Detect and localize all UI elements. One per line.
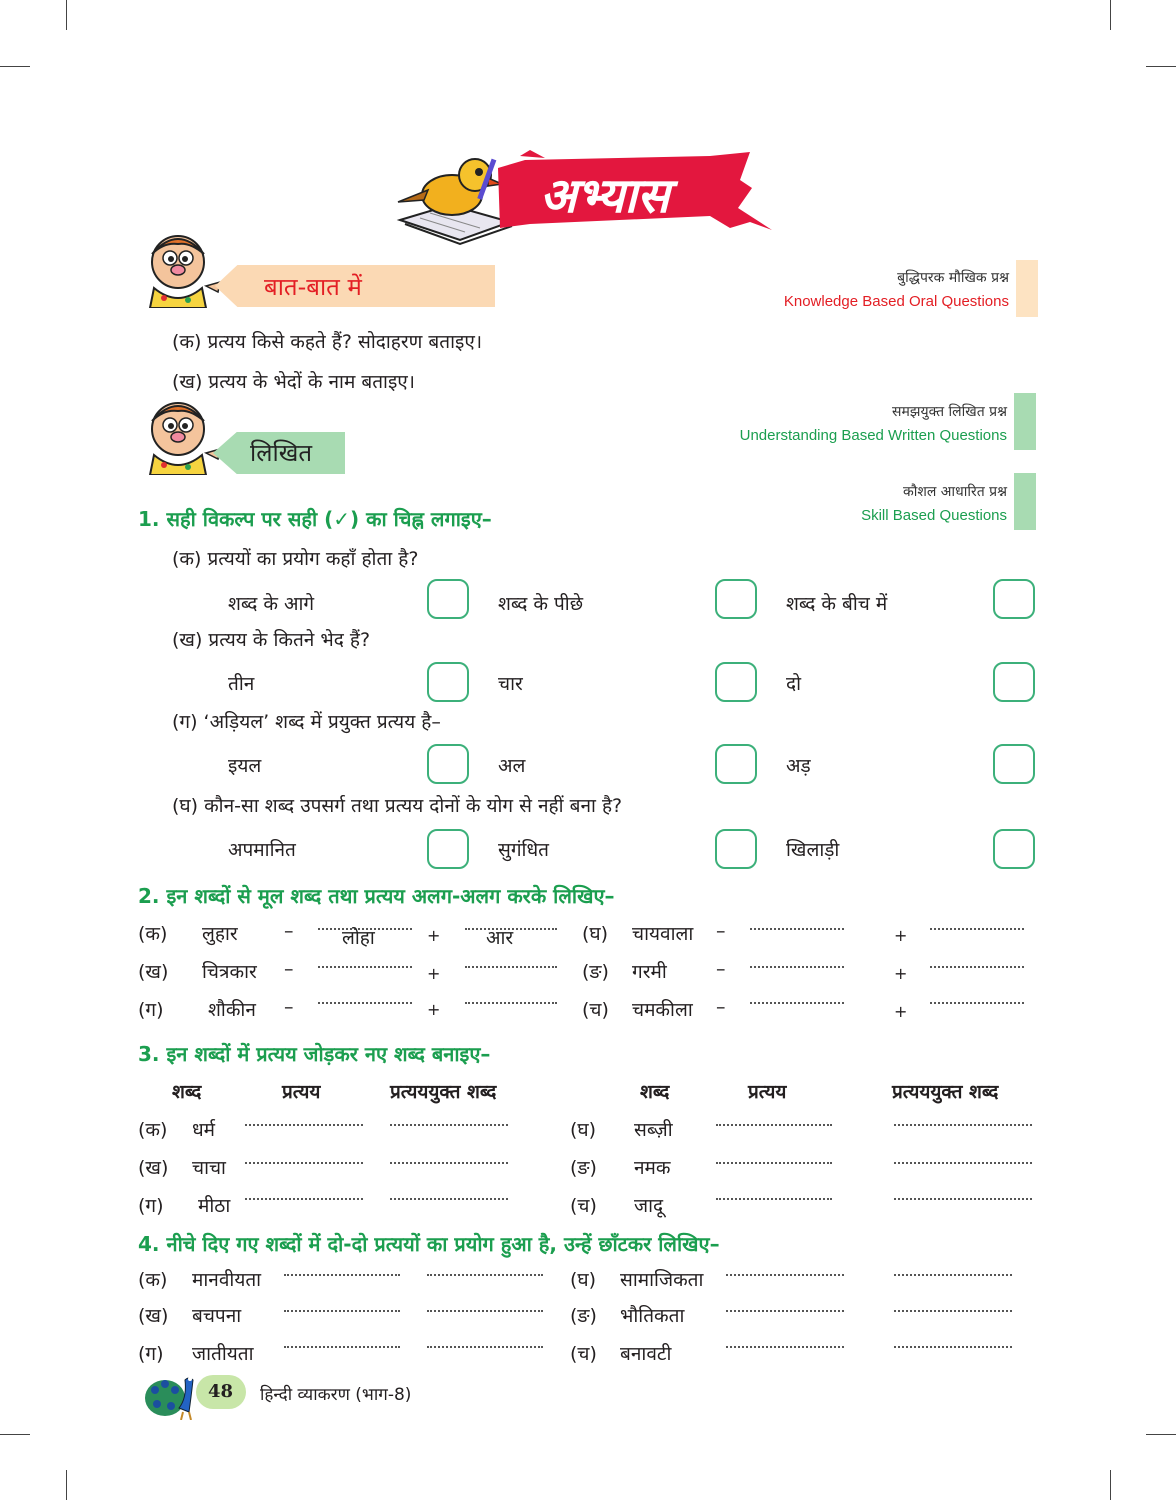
q1-option: अपमानित: [228, 839, 296, 861]
boy-mascot-icon: [140, 228, 230, 308]
answer-blank[interactable]: [390, 1124, 508, 1126]
q4-item-mark: (घ): [570, 1269, 597, 1291]
oral-tag-english: Knowledge Based Oral Questions: [783, 293, 1009, 310]
page-number: 48: [208, 1381, 234, 1402]
q1-heading: 1. सही विकल्प पर सही (✓) का चिह्न लगाइए–: [138, 507, 492, 531]
plus-sign: +: [427, 964, 441, 983]
written-tag-hindi: समझयुक्त लिखित प्रश्न: [892, 404, 1007, 420]
q4-item-mark: (ग): [138, 1343, 164, 1365]
q1-question: (क) प्रत्ययों का प्रयोग कहाँ होता है?: [172, 548, 419, 570]
q2-item-mark: (घ): [582, 923, 609, 945]
q2-item-word: चायवाला: [632, 923, 694, 945]
answer-blank[interactable]: [930, 1002, 1024, 1004]
q1-option: सुगंधित: [498, 839, 549, 861]
column-header: शब्द: [172, 1081, 202, 1103]
answer-checkbox[interactable]: [993, 744, 1035, 784]
q3-item-word: सब्ज़ी: [634, 1119, 673, 1141]
crop-mark: [1110, 0, 1111, 30]
answer-checkbox[interactable]: [715, 579, 757, 619]
answer-checkbox[interactable]: [427, 744, 469, 784]
q2-item-word: चित्रकार: [202, 961, 257, 983]
q1-question: (ग) ‘अड़ियल’ शब्द में प्रयुक्त प्रत्यय है–: [172, 711, 441, 733]
q3-item-word: धर्म: [192, 1119, 216, 1141]
dash: –: [716, 996, 726, 1018]
peacock-icon: [143, 1368, 203, 1420]
q2-heading: 2. इन शब्दों से मूल शब्द तथा प्रत्यय अलग-अलग करके लिखिए–: [138, 884, 615, 908]
answer-blank[interactable]: [716, 1198, 832, 1200]
q3-item-mark: (ङ): [570, 1157, 597, 1179]
q4-item-word: बचपना: [192, 1305, 242, 1327]
answer-checkbox[interactable]: [427, 829, 469, 869]
answer-blank[interactable]: [318, 1002, 412, 1004]
crop-mark: [1146, 1434, 1176, 1435]
plus-sign: +: [894, 1002, 908, 1021]
q2-item-word: गरमी: [632, 961, 667, 983]
answer-blank[interactable]: [465, 1002, 557, 1004]
oral-tag-hindi: बुद्धिपरक मौखिक प्रश्न: [897, 270, 1009, 286]
q4-item-mark: (क): [138, 1269, 168, 1291]
answer-blank[interactable]: [427, 1274, 543, 1276]
answer-blank[interactable]: [465, 966, 557, 968]
skill-tag-english: Skill Based Questions: [861, 507, 1007, 524]
q1-option: दो: [786, 673, 802, 695]
q4-item-mark: (ख): [138, 1305, 169, 1327]
answer-blank[interactable]: [390, 1162, 508, 1164]
dash: –: [716, 920, 726, 942]
q2-item-word: लुहार: [202, 923, 238, 945]
q2-item-mark: (ख): [138, 961, 169, 983]
q3-item-word: जादू: [634, 1195, 664, 1217]
crop-mark: [66, 0, 67, 30]
q1-option: इयल: [228, 755, 262, 777]
plus-sign: +: [894, 926, 908, 945]
q3-item-mark: (घ): [570, 1119, 597, 1141]
answer-blank[interactable]: [750, 1002, 844, 1004]
q1-option: खिलाड़ी: [786, 839, 840, 861]
oral-question: (क) प्रत्यय किसे कहते हैं? सोदाहरण बताइए।: [172, 331, 483, 353]
q1-option: अड़: [786, 755, 811, 777]
answer-blank[interactable]: [894, 1274, 1012, 1276]
oral-tag-bar: [1016, 260, 1038, 317]
q2-item-mark: (क): [138, 923, 168, 945]
crop-mark: [0, 1434, 30, 1435]
column-header: प्रत्यय: [282, 1081, 321, 1103]
dash: –: [284, 920, 294, 942]
exercise-header: [380, 150, 800, 250]
answer-blank[interactable]: [750, 966, 844, 968]
q3-item-word: मीठा: [198, 1195, 231, 1217]
q3-item-mark: (ग): [138, 1195, 164, 1217]
book-title: हिन्दी व्याकरण (भाग-8): [260, 1385, 412, 1405]
q2-item-word: चमकीला: [632, 999, 693, 1021]
q4-item-word: जातीयता: [192, 1343, 254, 1365]
answer-blank[interactable]: [284, 1346, 400, 1348]
column-header: शब्द: [640, 1081, 670, 1103]
boy-mascot-icon: [140, 395, 230, 475]
q4-item-word: भौतिकता: [620, 1305, 685, 1327]
answer-blank[interactable]: [284, 1310, 400, 1312]
answer-blank[interactable]: [894, 1346, 1012, 1348]
oral-section-label: बात-बात में: [264, 273, 362, 301]
answer-blank[interactable]: [427, 1310, 543, 1312]
answer-blank[interactable]: [726, 1346, 844, 1348]
q1-option: चार: [498, 673, 523, 695]
written-section-label: लिखित: [250, 439, 313, 467]
column-header: प्रत्यययुक्त शब्द: [892, 1081, 999, 1103]
q4-heading: 4. नीचे दिए गए शब्दों में दो-दो प्रत्ययों का प्रयोग हुआ है, उन्हें छाँटकर लिखिए–: [138, 1232, 720, 1256]
skill-tag-hindi: कौशल आधारित प्रश्न: [902, 484, 1007, 500]
oral-question: (ख) प्रत्यय के भेदों के नाम बताइए।: [172, 371, 415, 393]
q3-item-word: नमक: [634, 1157, 671, 1179]
q3-heading: 3. इन शब्दों में प्रत्यय जोड़कर नए शब्द बनाइए–: [138, 1042, 491, 1066]
answer-blank[interactable]: [930, 928, 1024, 930]
answer-blank[interactable]: [894, 1198, 1032, 1200]
q1-option: शब्द के आगे: [228, 593, 315, 615]
answer-blank[interactable]: [284, 1274, 400, 1276]
q4-item-word: सामाजिकता: [620, 1269, 704, 1291]
exercise-title: अभ्यास: [540, 168, 670, 224]
answer-blank[interactable]: [318, 966, 412, 968]
written-tag-bar: [1014, 393, 1036, 450]
filled-answer: लोहा: [342, 927, 375, 949]
answer-checkbox[interactable]: [715, 744, 757, 784]
q2-item-mark: (ग): [138, 999, 164, 1021]
answer-checkbox[interactable]: [993, 829, 1035, 869]
crop-mark: [0, 66, 30, 67]
crop-mark: [1146, 66, 1176, 67]
plus-sign: +: [427, 1000, 441, 1019]
answer-blank[interactable]: [750, 928, 844, 930]
filled-answer: आर: [486, 927, 514, 949]
crop-mark: [1110, 1470, 1111, 1500]
dash: –: [284, 958, 294, 980]
skill-tag: [700, 482, 1007, 524]
q1-option: अल: [498, 755, 526, 777]
answer-checkbox[interactable]: [993, 662, 1035, 702]
plus-sign: +: [427, 926, 441, 945]
q1-option: शब्द के बीच में: [786, 593, 888, 615]
crop-mark: [66, 1470, 67, 1500]
answer-blank[interactable]: [726, 1310, 844, 1312]
q3-item-mark: (क): [138, 1119, 168, 1141]
answer-blank[interactable]: [930, 966, 1024, 968]
q3-item-word: चाचा: [192, 1157, 226, 1179]
column-header: प्रत्यय: [748, 1081, 787, 1103]
answer-checkbox[interactable]: [715, 829, 757, 869]
plus-sign: +: [894, 964, 908, 983]
answer-blank[interactable]: [894, 1124, 1032, 1126]
q2-item-word: शौकीन: [208, 999, 256, 1021]
answer-blank[interactable]: [245, 1198, 363, 1200]
q4-item-word: मानवीयता: [192, 1269, 262, 1291]
q1-option: शब्द के पीछे: [498, 593, 584, 615]
dash: –: [716, 958, 726, 980]
answer-blank[interactable]: [716, 1162, 832, 1164]
answer-blank[interactable]: [245, 1162, 363, 1164]
skill-tag-bar: [1014, 473, 1036, 530]
q2-item-mark: (ङ): [582, 961, 609, 983]
answer-blank[interactable]: [726, 1274, 844, 1276]
answer-blank[interactable]: [427, 1346, 543, 1348]
written-tag-english: Understanding Based Written Questions: [739, 427, 1007, 444]
q1-option: तीन: [228, 673, 255, 695]
written-tag: [700, 402, 1007, 444]
answer-checkbox[interactable]: [427, 662, 469, 702]
answer-blank[interactable]: [894, 1310, 1012, 1312]
q1-question: (घ) कौन-सा शब्द उपसर्ग तथा प्रत्यय दोनों के योग से नहीं बना है?: [172, 795, 623, 817]
q4-item-mark: (च): [570, 1343, 597, 1365]
answer-checkbox[interactable]: [993, 579, 1035, 619]
q4-item-mark: (ङ): [570, 1305, 597, 1327]
answer-checkbox[interactable]: [427, 579, 469, 619]
q1-question: (ख) प्रत्यय के कितने भेद हैं?: [172, 629, 371, 651]
dash: –: [284, 996, 294, 1018]
q4-item-word: बनावटी: [620, 1343, 672, 1365]
q3-item-mark: (च): [570, 1195, 597, 1217]
q2-item-mark: (च): [582, 999, 609, 1021]
answer-checkbox[interactable]: [715, 662, 757, 702]
oral-tag: [700, 268, 1009, 310]
q3-item-mark: (ख): [138, 1157, 169, 1179]
answer-blank[interactable]: [390, 1198, 508, 1200]
answer-blank[interactable]: [894, 1162, 1032, 1164]
column-header: प्रत्यययुक्त शब्द: [390, 1081, 497, 1103]
answer-blank[interactable]: [716, 1124, 832, 1126]
answer-blank[interactable]: [245, 1124, 363, 1126]
